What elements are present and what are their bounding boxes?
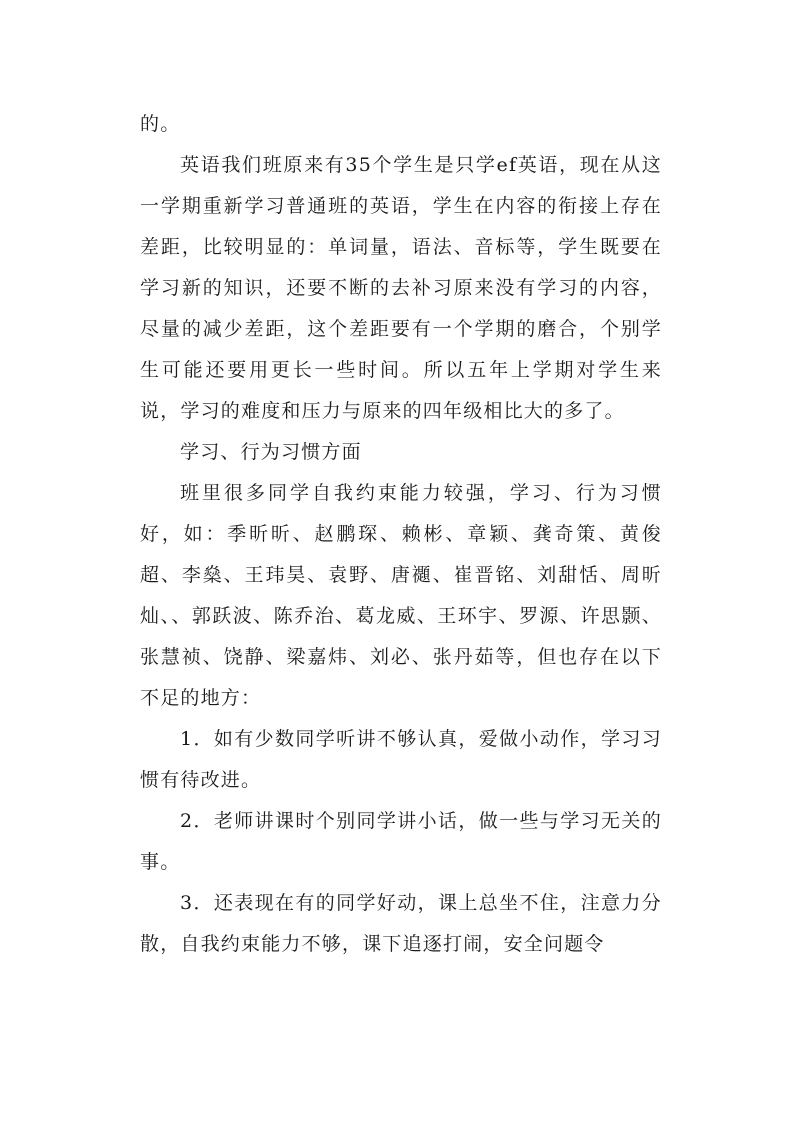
section-heading-habits: 学习、行为习惯方面 — [180, 441, 362, 463]
paragraph-english: 英语我们班原来有35个学生是只学ef英语，现在从这一学期重新学习普通班的英语，学生在内容的衔接上存在差距，比较明显的：单词量，语法、音标等，学生既要在学习新的知识，还要不断的去补习原来没有学习的内容，尽量的减少差距，这个差距要有一个学期的磨合，个别学生可能还要用更长一些时间。所以五年上学期对学生来说，学习的难度和压力与原来的四年级相比大的多了。 — [140, 154, 662, 422]
list-item-1: 1．如有少数同学听讲不够认真，爱做小动作，学习习惯有待改进。 — [140, 728, 662, 791]
document-body — [140, 104, 662, 965]
list-item-2: 2．老师讲课时个别同学讲小话，做一些与学习无关的事。 — [140, 810, 662, 873]
paragraph-continuation: 的。 — [140, 113, 181, 135]
list-item-3: 3．还表现在有的同学好动，课上总坐不住，注意力分散，自我约束能力不够，课下追逐打闹，安全问题令 — [140, 892, 662, 955]
paragraph-habits: 班里很多同学自我约束能力较强，学习、行为习惯好，如：季昕昕、赵鹏琛、赖彬、章颖、龚奇策、黄俊超、李燊、王玮昊、袁野、唐禵、崔晋铭、刘甜恬、周昕灿、、郭跃波、陈乔治、葛龙威、王环宇、罗源、许思颢、张慧祯、饶静、梁嘉炜、刘必、张丹茹等，但也存在以下不足的地方： — [140, 482, 662, 709]
